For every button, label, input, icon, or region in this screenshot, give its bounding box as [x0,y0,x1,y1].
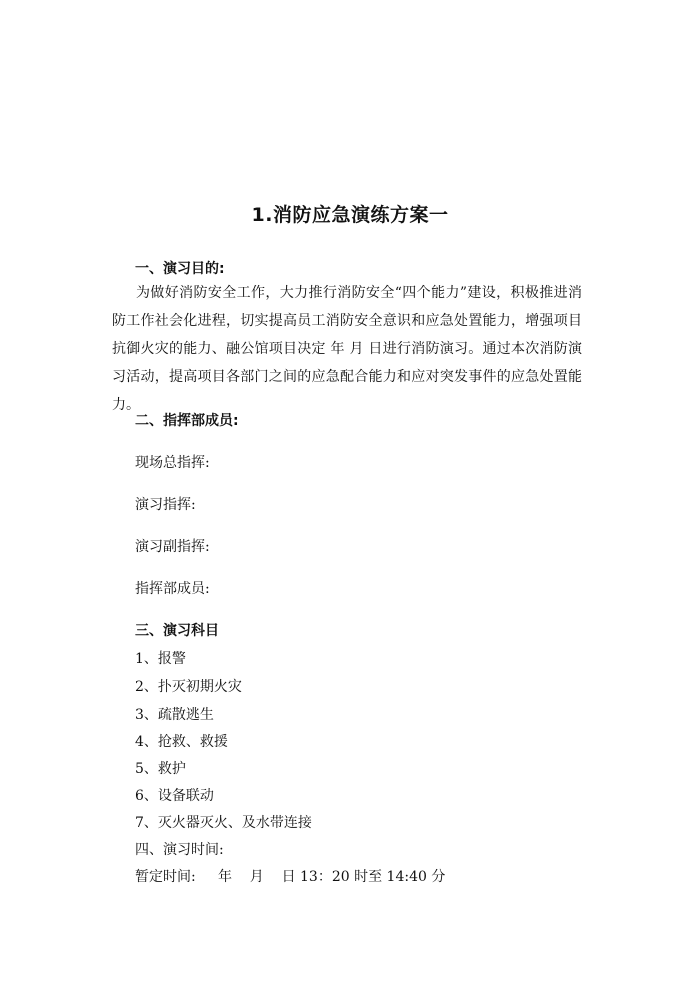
subject-item: 3、疏散逃生 [135,707,214,723]
role-chief-commander: 现场总指挥: [135,455,210,471]
section-heading-subjects: 三、演习科目 [135,623,219,639]
role-deputy-commander: 演习副指挥: [135,539,210,555]
section-heading-time: 四、演习时间: [135,842,224,858]
subject-item: 5、救护 [135,761,186,777]
section-heading-purpose: 一、演习目的: [135,261,225,277]
section-heading-command: 二、指挥部成员: [135,413,239,429]
role-drill-commander: 演习指挥: [135,497,196,513]
purpose-paragraph: 为做好消防安全工作，大力推行消防安全“四个能力”建设，积极推进消防工作社会化进程，切实提高员工消防安全意识和应急处置能力，增强项目抗御火灾的能力、融公馆项目决定 年 月 日进行消防演习。通过本次消防演习活动，提高项目各部门之间的应急配合能力和应对突发事件的应急处置能力。 [112,285,582,413]
drill-time: 暂定时间: 年 月 日 13：20 时至 14:40 分 [135,869,446,885]
subject-item: 7、灭火器灭火、及水带连接 [135,815,312,831]
subject-item: 1、报警 [135,651,186,667]
subject-item: 4、抢救、救援 [135,734,228,750]
subject-item: 2、扑灭初期火灾 [135,679,242,695]
role-command-members: 指挥部成员: [135,581,210,597]
document-title: 1.消防应急演练方案一 [251,204,449,226]
subject-item: 6、设备联动 [135,788,214,804]
